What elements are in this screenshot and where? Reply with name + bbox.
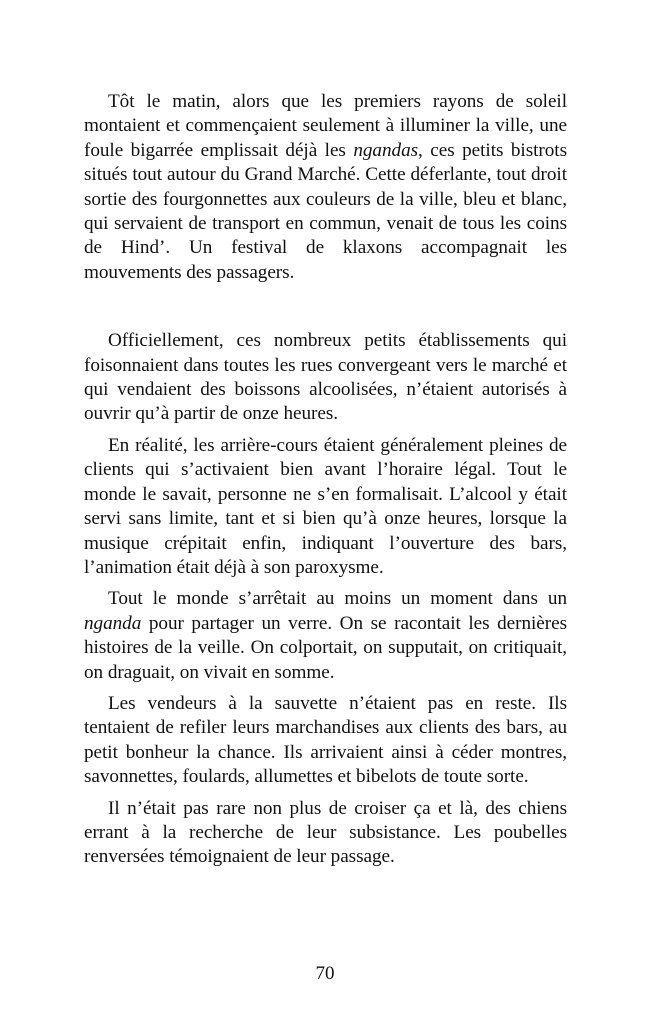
body-text	[84, 90, 567, 870]
italic-word-ngandas: ngandas	[353, 139, 419, 161]
text-run: En réalité, les arrière-cours étaient généralement pleines de clients qui s’activaient bien avant l’horaire légal. Tout le monde le savait, personne ne s’en formalisait. L’alcool y était servi sans limite, tant et si bien qu’à onze heures, lorsque la musique crépitait enfin, indiquant l’ouverture des bars, l’animation était déjà à son paroxysme.	[84, 434, 567, 578]
text-run: Les vendeurs à la sauvette n’étaient pas en reste. Ils tentaient de refiler leurs marchandises aux clients des bars, au petit bonheur la chance. Ils arrivaient ainsi à céder montres, savonnettes, foulards, allumettes et bibelots de toute sorte.	[84, 692, 567, 788]
text-run: , ces petits bistrots situés tout autour du Grand Marché. Cette déferlante, tout droit sortie des fourgonnettes aux couleurs de la ville, bleu et blanc, qui servaient de transport en commun, venait de tous les coins de Hind’. Un festival de klaxons accompagnait les mouvements des passagers.	[84, 139, 567, 283]
text-run: Officiellement, ces nombreux petits établissements qui foisonnaient dans toutes les rues convergeant vers le marché et qui vendaient des boissons alcoolisées, n’étaient autorisés à ouvrir qu’à partir de onze heures.	[84, 330, 567, 425]
paragraph	[84, 587, 567, 685]
text-run: pour partager un verre. On se racontait les dernières histoires de la veille. On colportait, on supputait, on critiquait, on draguait, on vivait en somme.	[84, 612, 567, 683]
paragraph	[84, 434, 567, 580]
text-run: Il n’était pas rare non plus de croiser ça et là, des chiens errant à la recherche de leur subsistance. Les poubelles renversées témoignaient de leur passage.	[84, 797, 567, 868]
paragraph	[84, 692, 567, 790]
page-number: 70	[315, 963, 335, 984]
paragraph	[84, 797, 567, 870]
text-run: Tout le monde s’arrêtait au moins un moment dans un	[108, 588, 567, 610]
paragraph	[84, 329, 567, 427]
paragraph	[84, 90, 567, 285]
italic-word-nganda: nganda	[84, 612, 142, 634]
text-run: Tôt le matin, alors que les premiers rayons de soleil montaient et commençaient seulement à illuminer la ville, une foule bigarrée emplissait déjà les	[84, 91, 567, 161]
